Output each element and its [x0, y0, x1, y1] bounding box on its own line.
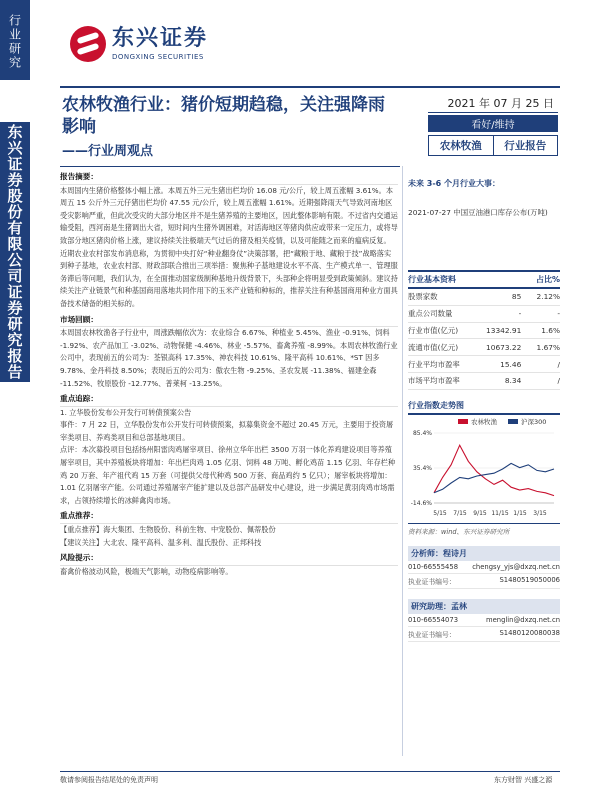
- x-tick-label: 9/15: [473, 509, 487, 517]
- basic-cell-pct: 2.12%: [529, 288, 560, 305]
- chart-heading: 行业指数走势图: [408, 400, 560, 415]
- report-meta: [428, 94, 558, 156]
- chart-source: 资料来源：wind、东兴证券研究所: [408, 523, 560, 536]
- left-sidebar: [0, 0, 30, 800]
- y-tick-label: -14.6%: [410, 499, 432, 507]
- focus-heading: 重点追踪：: [60, 393, 398, 407]
- analyst-1-email[interactable]: chengsy_yjs@dxzq.net.cn: [472, 562, 560, 571]
- footer-disclaimer: 敬请参阅报告结尾处的免责声明: [60, 776, 158, 784]
- x-tick-label: 5/15: [433, 509, 447, 517]
- industry-basic-table: [408, 270, 560, 390]
- analyst-1-contact: [408, 561, 560, 574]
- analyst-2-cert-number: S1480120080038: [499, 628, 560, 637]
- side-column: [408, 168, 560, 642]
- basic-cell-value: 10673.22: [474, 339, 529, 356]
- basic-cell-pct: /: [529, 356, 560, 373]
- x-tick-label: 1/15: [513, 509, 527, 517]
- event-item: 2021-07-27 中国豆油港口库存公布(万吨): [408, 208, 548, 217]
- basic-cell-pct: 1.6%: [529, 322, 560, 339]
- legend-label: 沪深300: [521, 417, 547, 426]
- analyst-2-heading: 研究助理：孟林: [408, 599, 560, 614]
- basic-table-row: [408, 322, 560, 339]
- basic-cell-pct: /: [529, 372, 560, 389]
- risk-paragraph: 畜禽价格波动风险，极端天气影响，动物疫病影响等。: [60, 566, 233, 576]
- logo-text-cn: 东兴证券: [112, 25, 209, 51]
- analyst-2-phone: 010-66554073: [408, 615, 459, 624]
- x-tick-label: 7/15: [453, 509, 467, 517]
- y-tick-label: 85.4%: [412, 429, 432, 437]
- basic-table-row: [408, 372, 560, 389]
- analyst-2: [408, 599, 560, 642]
- analyst-1: [408, 546, 560, 589]
- basic-cell-value: 8.34: [474, 372, 529, 389]
- basic-cell-value: 15.46: [474, 356, 529, 373]
- report-tags: [428, 135, 558, 156]
- basic-cell-value: 85: [474, 288, 529, 305]
- tag-report-type: 行业报告: [504, 140, 547, 152]
- basic-cell-label: 行业平均市盈率: [408, 356, 474, 373]
- sidebar-company: 东兴证券股份有限公司证券研究报告: [0, 122, 30, 382]
- basic-cell-label: 市场平均市盈率: [408, 372, 474, 389]
- basic-cell-label: 重点公司数量: [408, 305, 474, 322]
- rating-badge: 看好/维持: [428, 115, 558, 132]
- basic-cell-label: 流通市值(亿元): [408, 339, 474, 356]
- review-paragraph: 本周国农林牧渔各子行业中，周涨跌幅依次为：农业综合 6.67%、种植业 5.45%、渔业 -0.91%、饲料 -1.92%、农产品加工 -3.02%、动物保健 -4.46%、林业 -5.57%、畜禽养殖 -8.99%。本周农林牧渔行业公司中，表现前五的公司为：荃银高科 17.35%、神农科技 10.61%、隆平高科 10.61%、*ST 因多 9.78%、金丹科技 8.50%；表现后五的公司为：傲农生物 -9.25%、圣农发展 -11.38%、福建金森 -11.52%、牧原股份 -12.77%、普莱柯 -13.25%。: [60, 328, 398, 388]
- basic-table-row: [408, 305, 560, 322]
- column-divider: [402, 166, 403, 756]
- summary-heading: 报告摘要：: [60, 171, 398, 185]
- analyst-2-email[interactable]: menglin@dxzq.net.cn: [485, 615, 560, 624]
- sidebar-category: 行业研究: [0, 0, 30, 80]
- x-tick-label: 11/15: [491, 509, 509, 517]
- basic-table-row: [408, 356, 560, 373]
- basic-cell-label: 股票家数: [408, 288, 474, 305]
- analyst-1-cert-label: 执业证书编号：: [408, 577, 456, 586]
- focus-comment: 点评：本次募投项目包括扬州阳雷肉鸡屠宰项目、徐州立华年出栏 3500 万羽一体化养鸡建设项目等养殖屠宰项目，其中养殖板块将增加：年出栏肉鸡 1.05 亿羽、饲料 48 万吨、孵化鸡苗 1.15 亿羽、年存栏种鸡 20 万套、年产祖代鸡 15 万套（可提供父母代种鸡 500 万套、商品鸡约 5 亿只）；屠宰板块将增加：1.01 亿羽屠宰产能。公司通过养殖屠宰产能扩建以及总部产品研发中心建设，进一步满足黄羽肉鸡市场需求，占领持续增长的冰鲜禽肉市场。: [60, 445, 396, 505]
- header-rule: [60, 86, 560, 88]
- analyst-2-cert-label: 执业证书编号：: [408, 630, 456, 639]
- report-subtitle: ——行业周观点: [62, 144, 154, 159]
- summary-paragraph-1: 本周国内生猪价格整体小幅上涨。本周五外三元生猪出栏均价 16.08 元/公斤，较上周五涨幅 3.61%。本周五 15 公斤外三元仔猪出栏均价 47.55 元/公斤，较上周五涨幅 1.61%。近期强降雨天气导致河南地区受灾影响严重，但此次受灾的大部分地区并不是生猪养殖的主要地区，因此整体影响有限。不过省内交通运输受阻，西河南是生猪调出大省，短时间内生猪外调困难，对活海地区等猪肉供应或带来一定压力，或将导致部分地区猪肉价格上涨，建议持续关注极端天气过后的猪及相关疫情，以及可能随之而来的瘟病反复。: [60, 185, 398, 245]
- basic-cell-pct: 1.67%: [529, 339, 560, 356]
- picks-watch: 【建议关注】大北农、隆平高科、温多利、温氏股份、正邦科技: [60, 537, 262, 547]
- analyst-1-heading: 分析师：程诗月: [408, 546, 560, 561]
- focus-item: 1. 立华股份发布公开发行可转债预案公告: [60, 407, 192, 417]
- legend-label: 农林牧渔: [471, 417, 497, 426]
- analyst-2-cert: [408, 627, 560, 642]
- events-heading: 未来 3-6 个月行业大事：: [408, 179, 501, 188]
- basic-table-pct-header: 占比%: [529, 271, 560, 288]
- x-tick-label: 3/15: [533, 509, 547, 517]
- report-date: 2021 年 07 月 25 日: [428, 94, 558, 113]
- company-logo: [70, 26, 208, 62]
- summary-paragraph-2: 近期农业农村部发布消息称，为贯彻中央打好“种业翻身仗”决策部署，把“藏粮于地、藏粮于技”战略落实到种子基地，农业农村部、财政部联合推出三项举措：聚焦种子基地建设水平不高、生产模式单一、管理服务滞后等问题，我们认为，在全面推动国家级制种基地升级背景下，头部种企将明显受到政策倾斜。建议持续关注产业链景气和种基国商用落地共同作用下的玉米产业链和种标的，推荐关注有种基国商用种业方面具备技术储备的相关标的。: [60, 248, 398, 308]
- analyst-1-cert: [408, 574, 560, 589]
- main-column: [60, 168, 398, 578]
- basic-table-row: [408, 288, 560, 305]
- y-tick-label: 35.4%: [412, 464, 432, 472]
- basic-cell-pct: -: [529, 305, 560, 322]
- review-heading: 市场回顾：: [60, 314, 398, 328]
- basic-cell-value: 13342.91: [474, 322, 529, 339]
- focus-event: 事件：7 月 22 日，立华股份发布公开发行可转债预案，拟募集资金不超过 20.45 万元，主要用于投资屠宰类项目、养鸡类项目和总部基地项目。: [60, 420, 394, 442]
- picks-heading: 重点推荐：: [60, 510, 398, 524]
- risk-heading: 风险提示：: [60, 552, 398, 566]
- report-title: 农林牧渔行业：猪价短期趋稳，关注强降雨影响: [62, 95, 385, 137]
- analyst-2-contact: [408, 614, 560, 627]
- basic-table-row: [408, 339, 560, 356]
- footer-slogan: 东方财智 兴盛之源: [494, 776, 553, 784]
- analyst-1-phone: 010-66555458: [408, 562, 459, 571]
- picks-recommend: 【重点推荐】海大集团、生物股份、科前生物、中宠股份、佩蒂股份: [60, 525, 276, 535]
- footer-rule: [60, 771, 560, 772]
- basic-cell-label: 行业市值(亿元): [408, 322, 474, 339]
- logo-text-en: DONGXING SECURITIES: [112, 52, 204, 61]
- logo-mark-icon: [70, 26, 106, 62]
- basic-cell-value: -: [474, 305, 529, 322]
- analyst-1-cert-number: S1480519050006: [499, 575, 560, 584]
- index-trend-chart: [408, 415, 560, 519]
- tag-industry: 农林牧渔: [429, 136, 494, 155]
- content-rule: [60, 166, 400, 167]
- legend-swatch: [458, 419, 468, 424]
- legend-swatch: [508, 419, 518, 424]
- basic-table-heading: 行业基本资料: [408, 271, 529, 288]
